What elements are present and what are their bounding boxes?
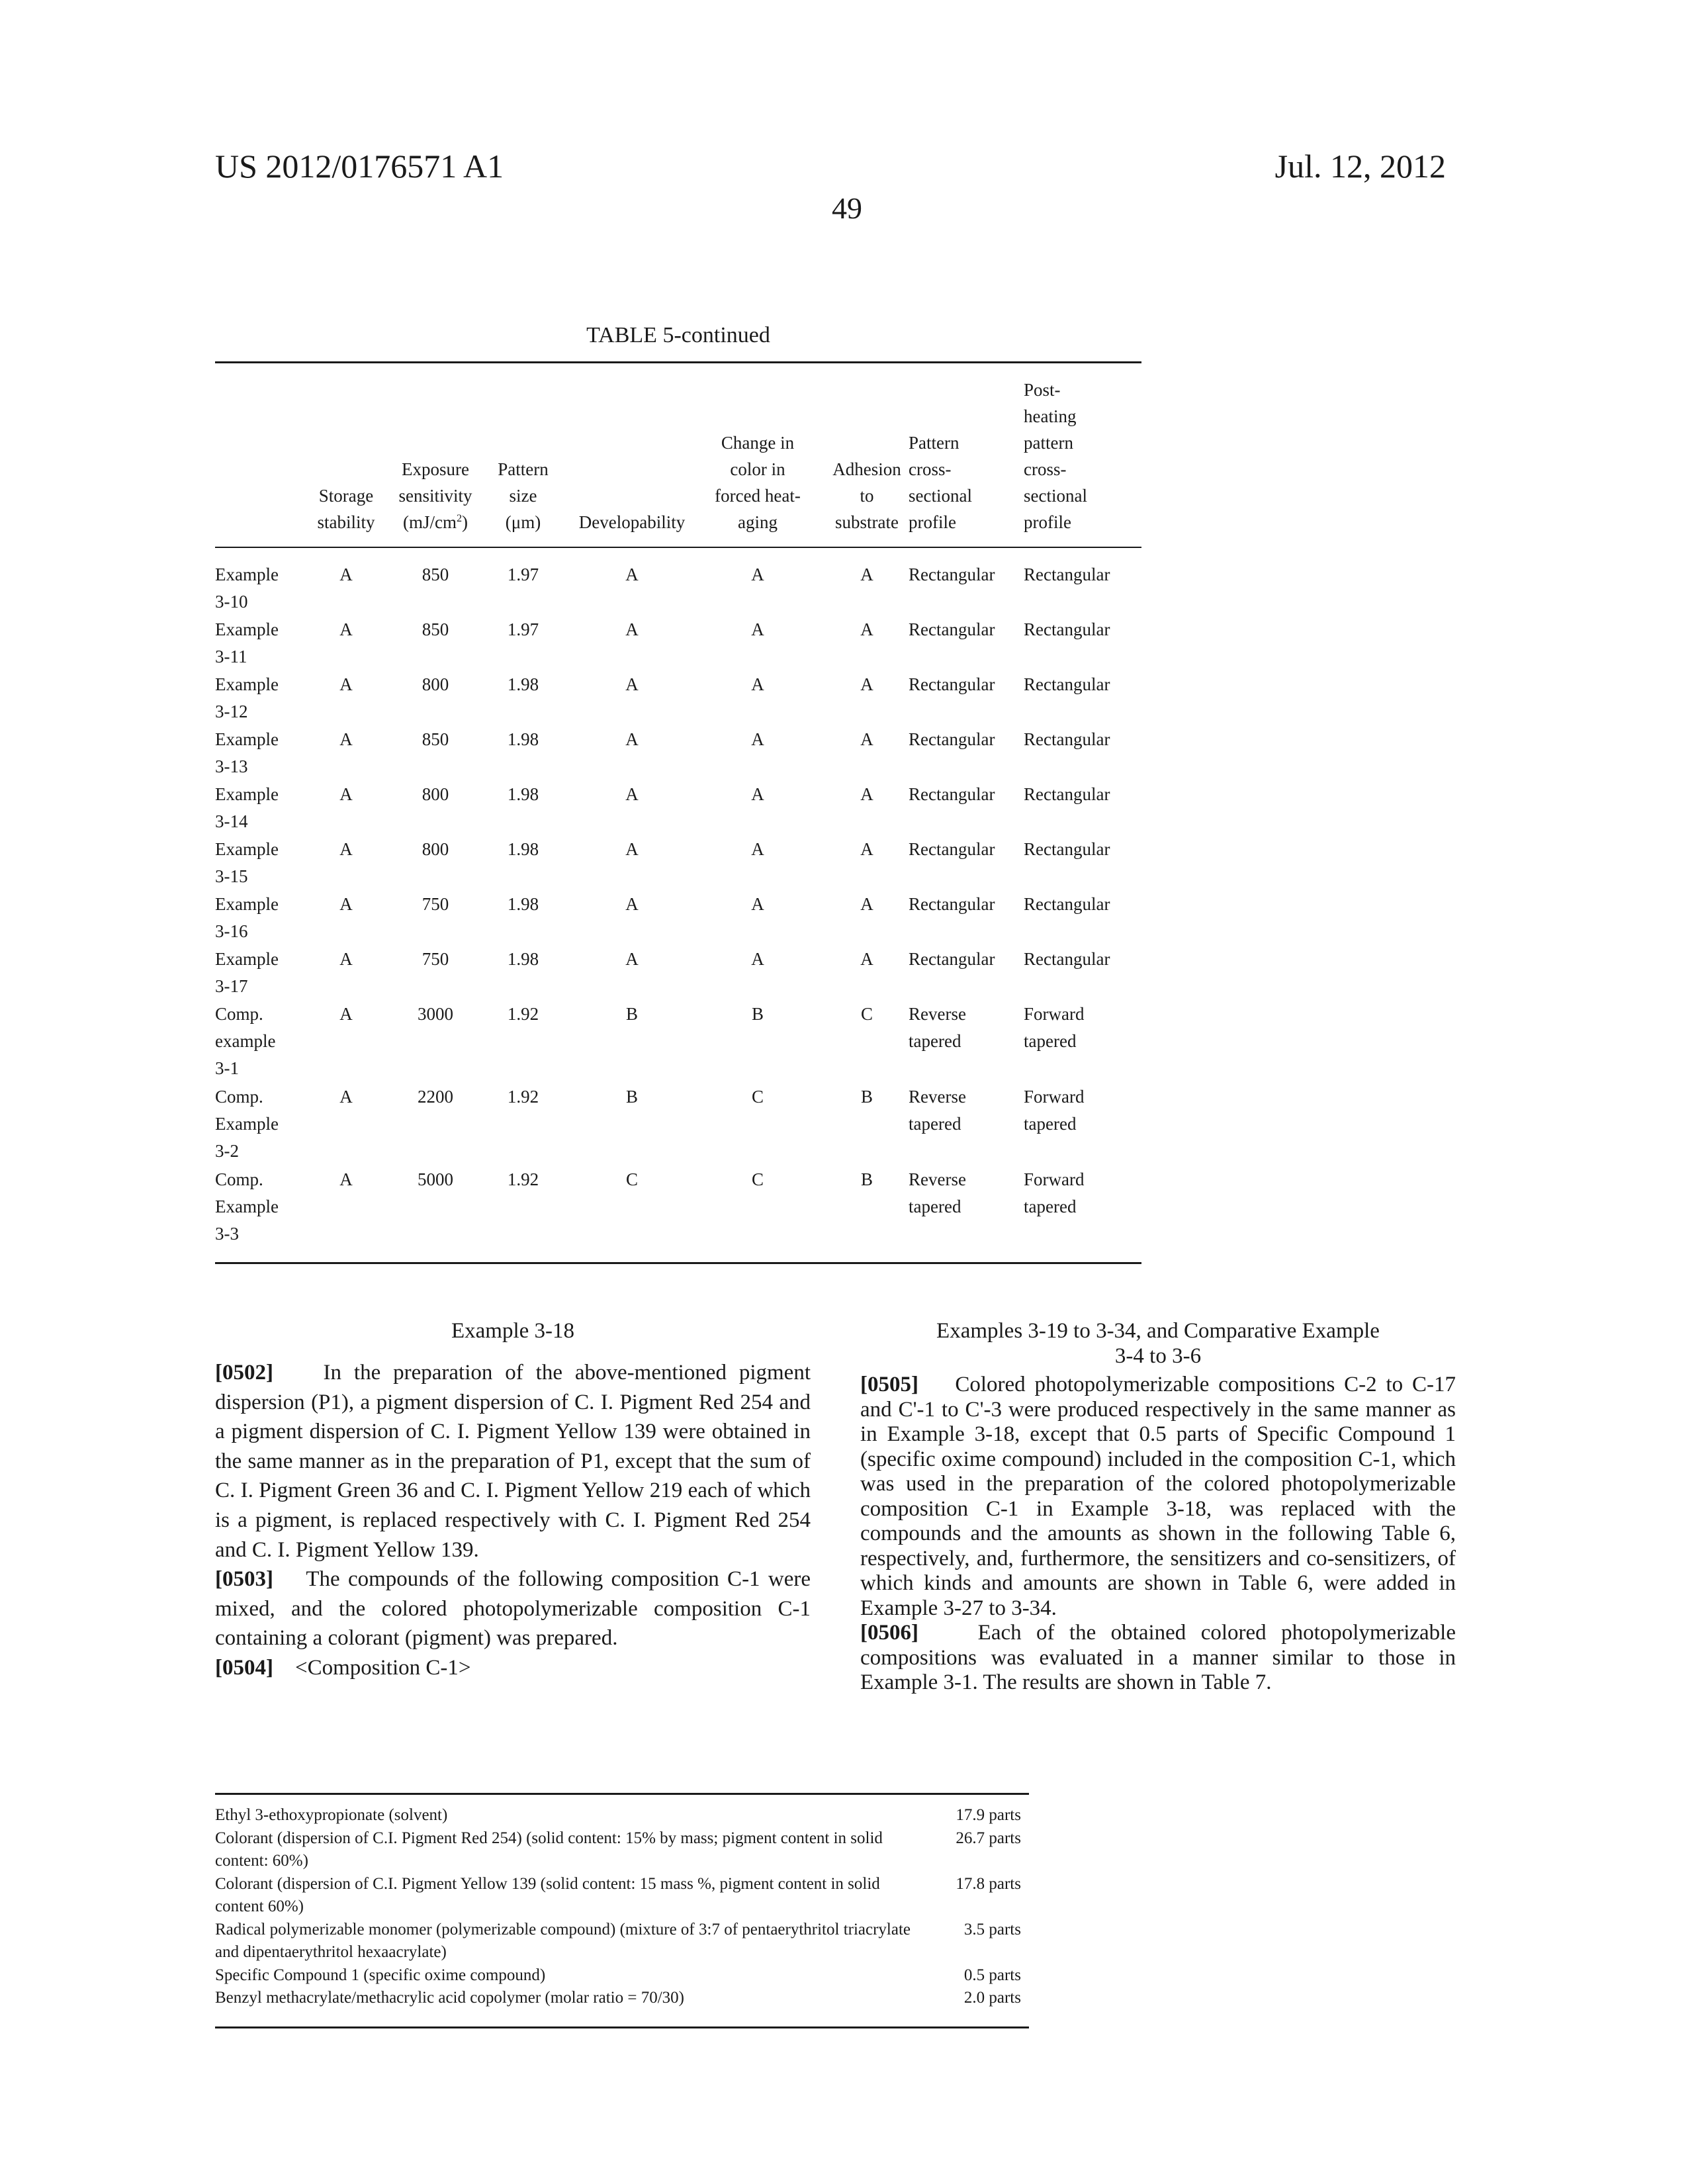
composition-bottom-rule — [215, 2026, 1029, 2028]
right-column-text — [860, 1373, 1456, 1696]
left-column-text — [215, 1358, 811, 1683]
paragraph-0506: [0506] Each of the obtained colored photopolymerizable compositions was evaluated in a manner similar to those in Example 3-1. The results are shown in Table 7. — [860, 1621, 1456, 1696]
composition-row: Colorant (dispersion of C.I. Pigment Yellow 139 (solid content: 15 mass %, pigment content in solid content 60%) 17.8 parts — [215, 1873, 1029, 1919]
publication-date: Jul. 12, 2012 — [1275, 147, 1446, 185]
column-header-pattern-size: Pattern size (μm) — [492, 456, 555, 535]
paragraph-0502: [0502] In the preparation of the above-mentioned pigment dispersion (P1), a pigment dispersion of C. I. Pigment Red 254 and a pigment dispersion of C. I. Pigment Yellow 139 were obtained in the same manner as in the preparation of P1, except that the sum of C. I. Pigment Green 36 and C. I. Pigment Yellow 219 each of which is a pigment, is replaced respectively with C. I. Pigment Red 254 and C. I. Pigment Yellow 139. — [215, 1358, 811, 1565]
column-header-adhesion: Adhesion to substrate — [817, 456, 916, 535]
table-row: Comp. Example 3-2 A 2200 1.92 B C B Reverse tapered Forward tapered — [215, 1083, 1141, 1166]
composition-row: Colorant (dispersion of C.I. Pigment Red 254) (solid content: 15% by mass; pigment content in solid content: 60%) 26.7 parts — [215, 1827, 1029, 1873]
paragraph-0503: [0503] The compounds of the following composition C-1 were mixed, and the colored photopolymerizable composition C-1 containing a colorant (pigment) was prepared. — [215, 1565, 811, 1653]
table-row: Example 3-12 A 800 1.98 A A A Rectangular Rectangular — [215, 671, 1141, 726]
composition-table — [215, 1804, 1029, 2010]
column-header-color-change: Change in color in forced heat- aging — [688, 430, 827, 535]
table-body — [215, 561, 1141, 1249]
table-row: Comp. example 3-1 A 3000 1.92 B B C Reverse tapered Forward tapered — [215, 1001, 1141, 1083]
section-heading-examples-3-19-to-3-34: Examples 3-19 to 3-34, and Comparative Example 3-4 to 3-6 — [860, 1318, 1456, 1369]
table-row: Example 3-13 A 850 1.98 A A A Rectangular Rectangular — [215, 726, 1141, 781]
section-heading-example-3-18: Example 3-18 — [215, 1318, 811, 1343]
table-row: Example 3-10 A 850 1.97 A A A Rectangular Rectangular — [215, 561, 1141, 616]
composition-top-rule — [215, 1793, 1029, 1795]
paragraph-0505: [0505] Colored photopolymerizable compositions C-2 to C-17 and C'-1 to C'-3 were produced respectively in the same manner as in Example 3-18, except that 0.5 parts of Specific Compound 1 (specific oxime compound) included in the composition C-1, which was used in the preparation of the colored photopolymerizable composition C-1 in Example 3-18, was replaced with the compounds and the amounts as shown in the following Table 6, respectively, and, furthermore, the sensitizers and co-sensitizers, of which kinds and amounts are shown in Table 6, were added in Example 3-27 to 3-34. — [860, 1373, 1456, 1621]
table-title: TABLE 5-continued — [215, 323, 1141, 348]
page-number: 49 — [0, 191, 1694, 226]
column-header-cross-section: Pattern cross- sectional profile — [909, 430, 1021, 535]
table-row: Example 3-16 A 750 1.98 A A A Rectangular Rectangular — [215, 891, 1141, 946]
table-header-rule — [215, 547, 1141, 548]
table-row: Example 3-17 A 750 1.98 A A A Rectangular Rectangular — [215, 946, 1141, 1001]
table-row: Comp. Example 3-3 A 5000 1.92 C C B Reverse tapered Forward tapered — [215, 1166, 1141, 1249]
table-row: Example 3-14 A 800 1.98 A A A Rectangular Rectangular — [215, 781, 1141, 836]
column-header-developability: Developability — [562, 509, 701, 535]
paragraph-0504: [0504] <Composition C-1> — [215, 1653, 811, 1683]
composition-row: Benzyl methacrylate/methacrylic acid copolymer (molar ratio = 70/30) 2.0 parts — [215, 1987, 1029, 2010]
composition-row: Specific Compound 1 (specific oxime compound) 0.5 parts — [215, 1964, 1029, 1987]
column-header-post-heating: Post- heating pattern cross- sectional profile — [1024, 377, 1136, 535]
composition-row: Ethyl 3-ethoxypropionate (solvent) 17.9 parts — [215, 1804, 1029, 1827]
table-bottom-rule — [215, 1262, 1141, 1264]
table-row: Example 3-15 A 800 1.98 A A A Rectangular Rectangular — [215, 836, 1141, 891]
table-row: Example 3-11 A 850 1.97 A A A Rectangular Rectangular — [215, 616, 1141, 671]
publication-number: US 2012/0176571 A1 — [215, 147, 504, 185]
composition-row: Radical polymerizable monomer (polymerizable compound) (mixture of 3:7 of pentaerythritol triacrylate and dipentaerythritol hexaacrylate) 3.5 parts — [215, 1919, 1029, 1964]
table-top-rule — [215, 361, 1141, 363]
table-header — [215, 379, 1141, 541]
column-header-exposure-sensitivity: Exposure sensitivity (mJ/cm2) — [386, 456, 485, 535]
column-header-storage-stability: Storage stability — [313, 482, 379, 535]
